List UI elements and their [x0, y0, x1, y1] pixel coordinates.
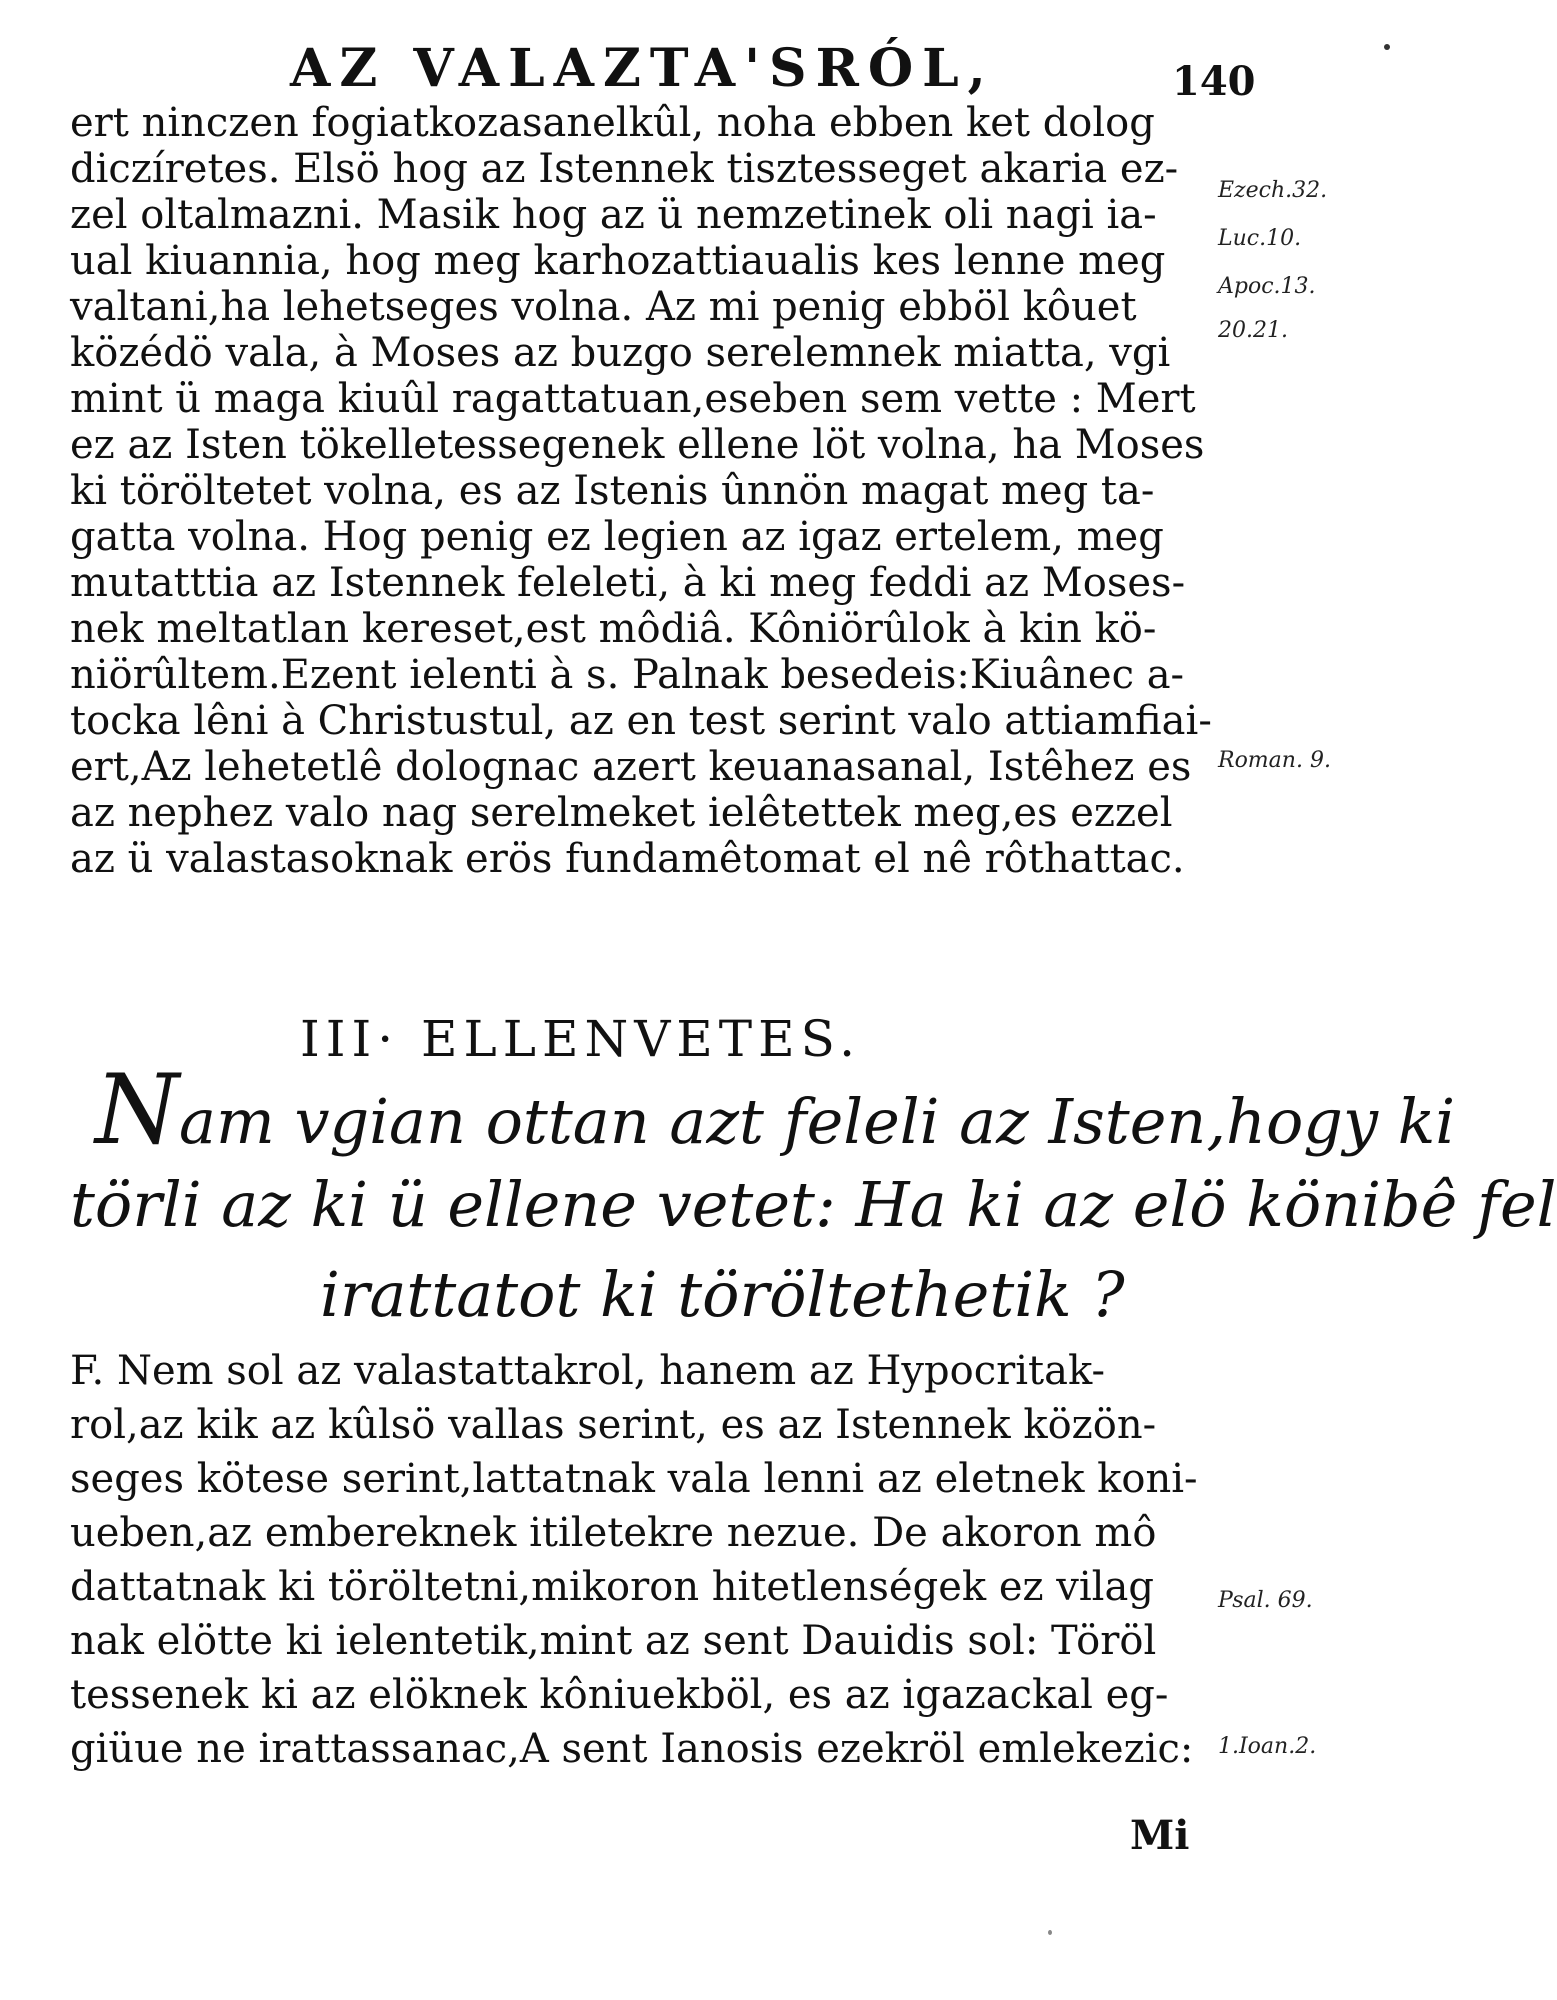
- body-line-15: ert,Az lehetetlê dolognac azert keuanasanal, Istêhez es: [70, 744, 1192, 790]
- answer-line-2: rol,az kik az kûlsö vallas serint, es az Istennek közön-: [70, 1402, 1157, 1448]
- answer-line-3: seges kötese serint,lattatnak vala lenni az eletnek koni-: [70, 1456, 1198, 1502]
- body-line-12: nek meltatlan kereset,est môdiâ. Kôniörûlok à kin kö-: [70, 606, 1157, 652]
- margin-note-roman: Roman. 9.: [1218, 748, 1331, 773]
- body-line-6: közédö vala, à Moses az buzgo serelemnek miatta, vgi: [70, 330, 1171, 376]
- margin-note-apoc-verses: 20.21.: [1218, 318, 1288, 343]
- section-heading: III· ELLENVETES.: [300, 1010, 862, 1068]
- margin-note-ioan: 1.Ioan.2.: [1218, 1734, 1317, 1759]
- answer-line-6: nak elötte ki ielentetik,mint az sent Dauidis sol: Töröl: [70, 1618, 1157, 1664]
- body-line-3: zel oltalmazni. Masik hog az ü nemzetinek oli nagi ia-: [70, 192, 1157, 238]
- answer-line-4: ueben,az embereknek itiletekre nezue. De akoron mô: [70, 1510, 1157, 1556]
- ink-speck: [1384, 44, 1390, 50]
- body-line-9: ki töröltetet volna, es az Istenis ûnnön magat meg ta-: [70, 468, 1155, 514]
- body-line-10: gatta volna. Hog penig ez legien az igaz ertelem, meg: [70, 514, 1164, 560]
- running-title: AZ VALAZTA'SRÓL,: [290, 38, 995, 99]
- margin-note-ezech: Ezech.32.: [1218, 178, 1328, 203]
- margin-note-luc: Luc.10.: [1218, 226, 1302, 251]
- body-line-8: ez az Isten tökelletessegenek ellene löt volna, ha Moses: [70, 422, 1205, 468]
- answer-line-8: giüue ne irattassanac,A sent Ianosis ezekröl emlekezic:: [70, 1726, 1194, 1772]
- ink-speck: [1048, 1930, 1052, 1935]
- body-line-4: ual kiuannia, hog meg karhozattiaualis kes lenne meg: [70, 238, 1166, 284]
- body-line-17: az ü valastasoknak erös fundamêtomat el nê rôthattac.: [70, 836, 1185, 882]
- answer-line-1: F. Nem sol az valastattakrol, hanem az Hypocritak-: [70, 1348, 1105, 1394]
- margin-note-psal: Psal. 69.: [1218, 1588, 1313, 1613]
- body-line-7: mint ü maga kiuûl ragattatuan,eseben sem vette : Mert: [70, 376, 1196, 422]
- body-line-2: diczíretes. Elsö hog az Istennek tisztesseget akaria ez-: [70, 146, 1179, 192]
- question-line-1: [95, 1054, 1456, 1166]
- body-line-14: tocka lêni à Christustul, az en test serint valo attiamfiai-: [70, 698, 1212, 744]
- question-line-3: irattatot ki töröltethetik ?: [320, 1258, 1125, 1331]
- question-initial: N: [95, 1054, 179, 1166]
- page-number: 140: [1172, 58, 1256, 105]
- body-line-1: ert ninczen fogiatkozasanelkûl, noha ebben ket dolog: [70, 100, 1155, 146]
- question-text-1: am vgian ottan azt feleli az Isten,hogy ki: [179, 1085, 1456, 1158]
- answer-line-7: tessenek ki az elöknek kôniuekböl, es az igazackal eg-: [70, 1672, 1169, 1718]
- margin-note-apoc: Apoc.13.: [1218, 274, 1316, 299]
- body-line-13: niörûltem.Ezent ielenti à s. Palnak besedeis:Kiuânec a-: [70, 652, 1185, 698]
- body-line-16: az nephez valo nag serelmeket ielêtettek meg,es ezzel: [70, 790, 1173, 836]
- catchword: Mi: [1130, 1812, 1190, 1859]
- answer-line-5: dattatnak ki töröltetni,mikoron hitetlenségek ez vilag: [70, 1564, 1154, 1610]
- question-line-2: törli az ki ü ellene vetet: Ha ki az elö könibê fel: [70, 1168, 1557, 1241]
- body-line-5: valtani,ha lehetseges volna. Az mi penig ebböl kôuet: [70, 284, 1137, 330]
- body-line-11: mutatttia az Istennek feleleti, à ki meg feddi az Moses-: [70, 560, 1186, 606]
